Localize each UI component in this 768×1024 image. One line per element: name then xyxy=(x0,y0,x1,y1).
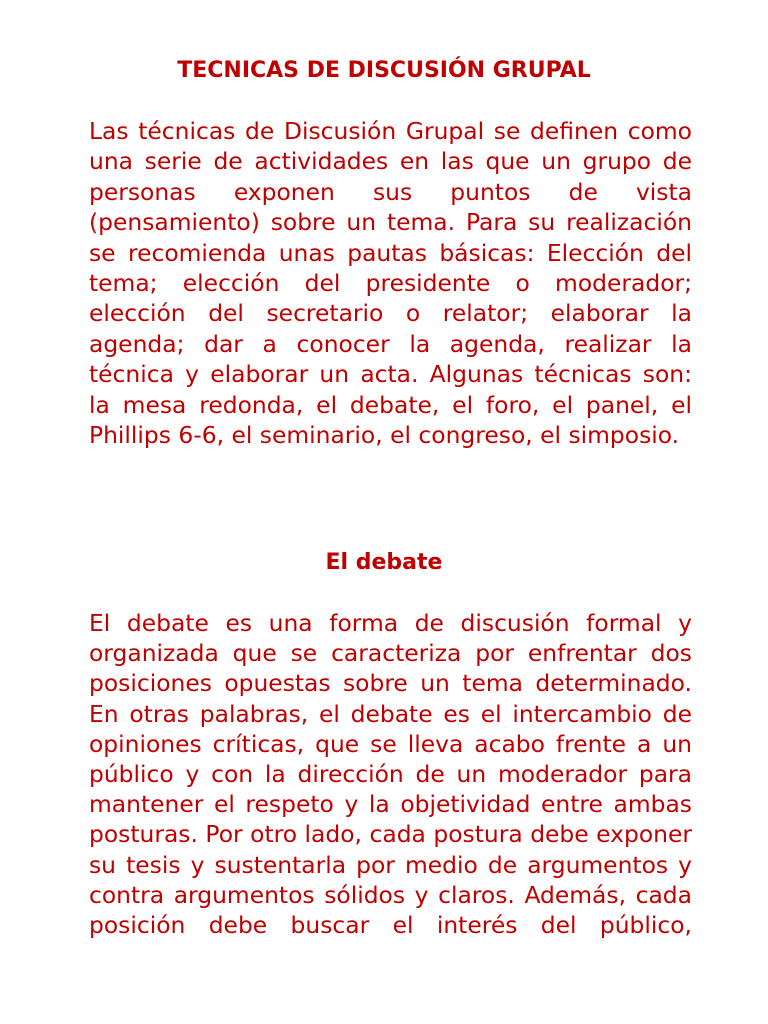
debate-paragraph: El debate es una forma de discusión formal y organizada que se caracteriza por enfrentar dos posiciones opuestas sobre un tema determinado. En otras palabras, el debate es el intercambio de opiniones críticas, que se lleva acabo frente a un público y con la dirección de un moderador para mantener el respeto y la objetividad entre ambas posturas. Por otro lado, cada postura debe exponer su tesis y sustentarla por medio de argumentos y contra argumentos sólidos y claros. Además, cada posición debe buscar el interés del público, xyxy=(89,609,692,940)
intro-paragraph: Las técnicas de Discusión Grupal se definen como una serie de actividades en las que un grupo de personas exponen sus puntos de vista (pensamiento) sobre un tema. Para su realización se recomienda unas pautas básicas: Elección del tema; elección del presidente o moderador; elección del secretario o relator; elaborar la agenda; dar a conocer la agenda, realizar la técnica y elaborar un acta. Algunas técnicas son: la mesa redonda, el debate, el foro, el panel, el Phillips 6-6, el seminario, el congreso, el simposio. xyxy=(89,117,692,450)
document-title: TECNICAS DE DISCUSIÓN GRUPAL xyxy=(177,58,591,83)
section-heading-debate: El debate xyxy=(325,550,443,575)
